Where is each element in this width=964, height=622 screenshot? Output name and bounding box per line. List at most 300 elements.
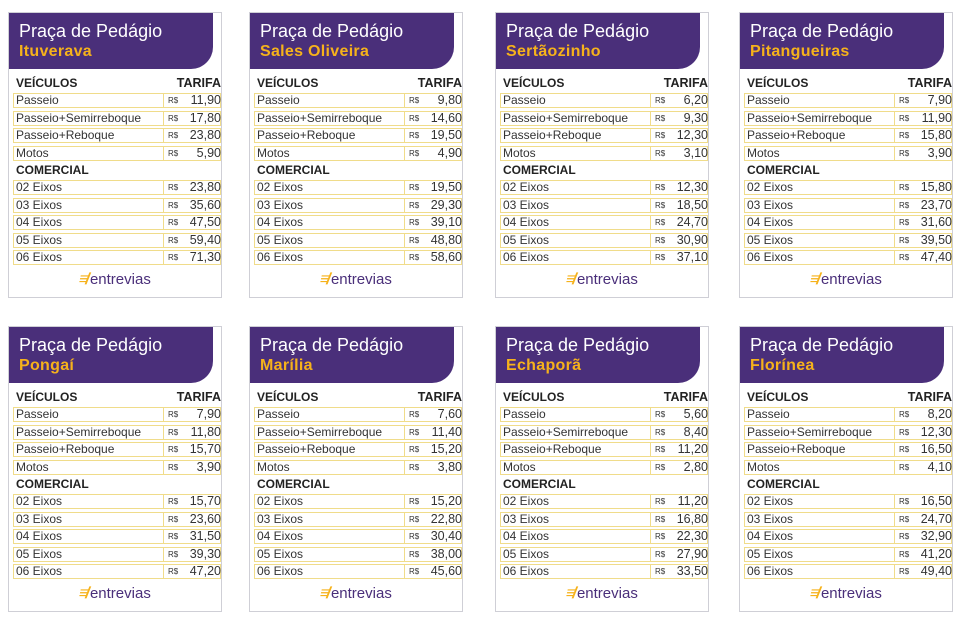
rate-row [13,214,222,231]
rate-row [254,179,463,196]
vehicle-label: Passeio [503,407,546,422]
currency-symbol: R$ [899,566,910,576]
vehicle-label: 03 Eixos [257,511,304,526]
rate-row [13,424,222,441]
currency-symbol: R$ [655,235,666,245]
vehicle-label: 06 Eixos [503,249,550,264]
rate-value: 15,80 [920,128,952,143]
plaza-title: Praça de Pedágio [506,21,650,41]
vehicle-label: Passeio+Semirreboque [503,424,629,439]
rate-row [13,127,222,144]
plaza-title: Praça de Pedágio [19,335,163,355]
commercial-header-row [13,476,222,493]
vehicle-label: 04 Eixos [503,529,550,544]
rate-row [13,528,222,545]
rate-row [254,546,463,563]
rate-value: 3,80 [437,459,462,474]
currency-symbol: R$ [655,96,666,106]
brand-name: entrevias [330,585,392,602]
vehicle-label: 06 Eixos [747,249,794,264]
rate-value: 7,60 [437,407,462,422]
rate-value: 18,50 [676,197,708,212]
entrevias-logo [250,585,462,603]
rate-value: 11,80 [190,424,221,439]
currency-symbol: R$ [409,148,420,158]
rate-row [254,145,463,162]
currency-symbol: R$ [409,113,420,123]
rate-row [500,563,709,580]
currency-symbol: R$ [655,445,666,455]
vehicle-label: 04 Eixos [747,529,794,544]
vehicles-header: VEÍCULOS [16,76,78,90]
currency-symbol: R$ [655,532,666,542]
vehicle-label: 03 Eixos [503,197,550,212]
rate-row [254,214,463,231]
currency-symbol: R$ [409,218,420,228]
vehicle-label: 03 Eixos [503,511,550,526]
plaza-name: Pongaí [19,357,75,374]
currency-symbol: R$ [655,200,666,210]
currency-symbol: R$ [409,131,420,141]
rate-value: 15,70 [189,494,221,509]
vehicle-label: Passeio [16,93,59,108]
brand-name: entrevias [330,271,392,288]
rate-value: 49,40 [920,563,952,578]
rate-row [254,493,463,510]
rates-table [13,389,222,580]
rate-value: 32,90 [920,529,952,544]
currency-symbol: R$ [655,549,666,559]
currency-symbol: R$ [168,427,179,437]
rate-value: 15,20 [430,442,462,457]
rate-value: 39,30 [189,546,221,561]
rate-value: 37,10 [676,249,708,264]
vehicle-label: 04 Eixos [257,215,304,230]
vehicle-label: 02 Eixos [16,494,63,509]
rate-row [254,459,463,476]
rate-value: 19,50 [430,180,462,195]
plaza-title: Praça de Pedágio [19,21,163,41]
vehicle-label: Passeio [503,93,546,108]
rate-row [13,197,222,214]
rate-value: 47,50 [189,215,221,230]
rate-value: 5,60 [683,407,708,422]
rates-table [500,75,709,266]
card-header [496,327,700,383]
vehicle-label: 02 Eixos [747,180,794,195]
toll-plaza-card [739,326,953,612]
rate-value: 31,60 [920,215,952,230]
vehicle-label: 06 Eixos [503,563,550,578]
card-header [250,13,454,69]
vehicle-label: Passeio [257,407,300,422]
currency-symbol: R$ [899,532,910,542]
currency-symbol: R$ [409,462,420,472]
rate-header: TARIFA [417,390,462,404]
commercial-header-row [500,476,709,493]
plaza-title: Praça de Pedágio [260,335,404,355]
vehicle-label: Motos [257,145,290,160]
rate-value: 19,50 [430,128,462,143]
vehicle-label: 03 Eixos [257,197,304,212]
currency-symbol: R$ [168,445,179,455]
card-header [740,13,944,69]
currency-symbol: R$ [409,252,420,262]
vehicle-label: 06 Eixos [257,249,304,264]
table-header [254,75,463,92]
rate-row [744,511,953,528]
currency-symbol: R$ [899,549,910,559]
toll-plaza-card [8,12,222,298]
plaza-name: Pitangueiras [750,43,850,60]
rate-row [13,406,222,423]
rate-value: 4,90 [437,145,462,160]
currency-symbol: R$ [655,514,666,524]
commercial-header: COMERCIAL [16,476,89,491]
toll-plaza-card [249,12,463,298]
vehicle-label: 04 Eixos [16,215,63,230]
brand-name: entrevias [820,585,882,602]
rate-row [744,92,953,109]
vehicle-label: Passeio+Semirreboque [747,110,873,125]
currency-symbol: R$ [168,148,179,158]
rate-row [254,197,463,214]
card-header [9,327,213,383]
vehicles-header: VEÍCULOS [747,390,809,404]
vehicle-label: Passeio+Semirreboque [257,424,383,439]
currency-symbol: R$ [655,497,666,507]
card-header [250,327,454,383]
currency-symbol: R$ [655,131,666,141]
rate-value: 15,70 [189,442,221,457]
commercial-header-row [254,162,463,179]
rate-value: 22,80 [430,511,462,526]
plaza-title: Praça de Pedágio [750,21,894,41]
vehicle-label: 03 Eixos [747,511,794,526]
rate-row [744,563,953,580]
commercial-header: COMERCIAL [503,162,576,177]
plaza-name: Echaporã [506,357,582,374]
rate-row [500,197,709,214]
currency-symbol: R$ [409,549,420,559]
currency-symbol: R$ [899,131,910,141]
rate-row [254,424,463,441]
currency-symbol: R$ [409,183,420,193]
rate-row [744,110,953,127]
entrevias-logo [250,271,462,289]
entrevias-logo-icon: ≡/ [318,585,330,602]
plaza-title: Praça de Pedágio [750,335,894,355]
toll-plaza-card [495,326,709,612]
currency-symbol: R$ [899,235,910,245]
rate-row [13,92,222,109]
vehicle-label: Passeio+Reboque [747,442,846,457]
rate-row [500,493,709,510]
vehicle-label: Passeio [257,93,300,108]
rate-value: 31,50 [189,529,221,544]
rate-row [500,459,709,476]
rate-value: 8,40 [683,424,708,439]
commercial-header-row [744,476,953,493]
rate-row [13,232,222,249]
currency-symbol: R$ [899,218,910,228]
rate-value: 23,60 [189,511,221,526]
vehicle-label: 04 Eixos [257,529,304,544]
currency-symbol: R$ [899,183,910,193]
rate-value: 12,30 [676,180,708,195]
rate-value: 2,80 [683,459,708,474]
entrevias-logo-icon: ≡/ [318,271,330,288]
rate-row [744,528,953,545]
vehicle-label: 05 Eixos [16,546,63,561]
plaza-name: Sertãozinho [506,43,601,60]
vehicle-label: Passeio+Reboque [257,442,356,457]
rate-row [744,249,953,266]
vehicles-header: VEÍCULOS [257,390,319,404]
rate-row [744,546,953,563]
rate-row [254,563,463,580]
rate-row [13,511,222,528]
rate-value: 15,20 [430,494,462,509]
rate-value: 41,20 [920,546,952,561]
vehicle-label: 05 Eixos [503,232,550,247]
currency-symbol: R$ [409,410,420,420]
currency-symbol: R$ [168,514,179,524]
rate-row [254,511,463,528]
rate-row [13,459,222,476]
card-header [740,327,944,383]
vehicle-label: Passeio+Semirreboque [257,110,383,125]
currency-symbol: R$ [655,427,666,437]
rate-row [13,179,222,196]
table-header [500,75,709,92]
currency-symbol: R$ [899,514,910,524]
rate-value: 38,00 [430,546,462,561]
currency-symbol: R$ [899,410,910,420]
rate-value: 12,30 [920,424,952,439]
rates-table [744,75,953,266]
currency-symbol: R$ [168,497,179,507]
rate-row [500,110,709,127]
table-header [744,389,953,406]
currency-symbol: R$ [168,549,179,559]
rate-value: 11,40 [431,424,462,439]
entrevias-logo [740,585,952,603]
rate-value: 27,90 [676,546,708,561]
plaza-title: Praça de Pedágio [506,335,650,355]
entrevias-logo [496,271,708,289]
vehicle-label: 05 Eixos [257,232,304,247]
rate-row [500,92,709,109]
vehicle-label: 06 Eixos [257,563,304,578]
rates-table [500,389,709,580]
currency-symbol: R$ [899,497,910,507]
brand-name: entrevias [820,271,882,288]
rate-value: 23,80 [189,128,221,143]
vehicle-label: Passeio+Reboque [16,128,115,143]
commercial-header-row [500,162,709,179]
entrevias-logo-icon: ≡/ [77,585,89,602]
rate-value: 3,90 [196,459,221,474]
rate-value: 47,40 [920,249,952,264]
commercial-header-row [13,162,222,179]
vehicles-header: VEÍCULOS [503,76,565,90]
currency-symbol: R$ [409,497,420,507]
rate-row [254,406,463,423]
currency-symbol: R$ [168,218,179,228]
rate-row [500,546,709,563]
rate-row [500,511,709,528]
rate-value: 39,10 [430,215,462,230]
entrevias-logo-icon: ≡/ [564,585,576,602]
currency-symbol: R$ [655,218,666,228]
vehicle-label: Motos [257,459,290,474]
card-header [9,13,213,69]
vehicles-header: VEÍCULOS [747,76,809,90]
rate-row [13,110,222,127]
currency-symbol: R$ [168,131,179,141]
currency-symbol: R$ [168,462,179,472]
table-header [254,389,463,406]
plaza-name: Ituverava [19,43,92,60]
commercial-header: COMERCIAL [747,162,820,177]
rate-value: 16,50 [920,494,952,509]
card-header [496,13,700,69]
rate-value: 39,50 [920,232,952,247]
rate-value: 22,30 [676,529,708,544]
vehicle-label: Passeio+Reboque [747,128,846,143]
rate-value: 23,80 [189,180,221,195]
rate-value: 45,60 [430,563,462,578]
rate-row [500,424,709,441]
vehicle-label: Passeio+Semirreboque [16,424,142,439]
vehicle-label: 02 Eixos [747,494,794,509]
rate-row [254,441,463,458]
rate-row [744,145,953,162]
currency-symbol: R$ [168,410,179,420]
currency-symbol: R$ [655,113,666,123]
entrevias-logo-icon: ≡/ [77,271,89,288]
commercial-header: COMERCIAL [257,162,330,177]
currency-symbol: R$ [409,427,420,437]
rate-row [500,406,709,423]
vehicle-label: 02 Eixos [503,180,550,195]
rate-value: 24,70 [676,215,708,230]
rates-table [13,75,222,266]
rates-table [254,75,463,266]
currency-symbol: R$ [655,566,666,576]
vehicle-label: 06 Eixos [16,563,63,578]
rate-row [500,232,709,249]
rate-value: 3,90 [927,145,952,160]
currency-symbol: R$ [409,566,420,576]
vehicle-label: 05 Eixos [16,232,63,247]
brand-name: entrevias [576,271,638,288]
plaza-name: Sales Oliveira [260,43,370,60]
vehicle-label: Passeio+Reboque [257,128,356,143]
rate-value: 24,70 [920,511,952,526]
rate-row [744,127,953,144]
rate-row [13,441,222,458]
commercial-header: COMERCIAL [257,476,330,491]
currency-symbol: R$ [168,235,179,245]
rate-value: 11,20 [677,442,708,457]
rate-row [744,493,953,510]
rate-row [500,127,709,144]
rate-row [13,145,222,162]
currency-symbol: R$ [899,148,910,158]
currency-symbol: R$ [899,427,910,437]
currency-symbol: R$ [899,113,910,123]
vehicle-label: Passeio+Reboque [16,442,115,457]
currency-symbol: R$ [409,532,420,542]
vehicle-label: 02 Eixos [257,180,304,195]
currency-symbol: R$ [655,252,666,262]
currency-symbol: R$ [168,96,179,106]
rate-value: 5,90 [196,145,221,160]
table-header [13,75,222,92]
rate-value: 11,90 [921,110,952,125]
rate-row [744,179,953,196]
currency-symbol: R$ [655,183,666,193]
vehicle-label: Passeio [16,407,59,422]
currency-symbol: R$ [168,566,179,576]
rate-row [500,145,709,162]
vehicle-label: Passeio+Semirreboque [503,110,629,125]
brand-name: entrevias [576,585,638,602]
currency-symbol: R$ [409,514,420,524]
vehicle-label: Passeio+Reboque [503,442,602,457]
vehicles-header: VEÍCULOS [257,76,319,90]
rate-value: 59,40 [189,232,221,247]
vehicle-label: 05 Eixos [747,232,794,247]
rate-row [500,249,709,266]
currency-symbol: R$ [899,445,910,455]
currency-symbol: R$ [409,200,420,210]
rate-value: 11,90 [190,93,221,108]
vehicle-label: 04 Eixos [747,215,794,230]
commercial-header: COMERCIAL [747,476,820,491]
currency-symbol: R$ [409,235,420,245]
rate-value: 15,80 [920,180,952,195]
rate-value: 33,50 [676,563,708,578]
vehicle-label: 05 Eixos [747,546,794,561]
rate-value: 35,60 [189,197,221,212]
entrevias-logo-icon: ≡/ [808,585,820,602]
rate-value: 7,90 [196,407,221,422]
rate-value: 30,90 [676,232,708,247]
rate-row [500,528,709,545]
currency-symbol: R$ [899,462,910,472]
rate-row [13,563,222,580]
vehicle-label: Passeio+Reboque [503,128,602,143]
entrevias-logo [9,585,221,603]
vehicle-label: 02 Eixos [257,494,304,509]
entrevias-logo [496,585,708,603]
vehicle-label: Motos [503,459,536,474]
rate-row [744,459,953,476]
toll-plaza-card [249,326,463,612]
rate-value: 9,30 [683,110,708,125]
rate-row [744,214,953,231]
rate-value: 16,80 [676,511,708,526]
rate-value: 58,60 [430,249,462,264]
rate-row [744,406,953,423]
rate-header: TARIFA [663,390,708,404]
entrevias-logo [9,271,221,289]
currency-symbol: R$ [168,183,179,193]
currency-symbol: R$ [899,252,910,262]
